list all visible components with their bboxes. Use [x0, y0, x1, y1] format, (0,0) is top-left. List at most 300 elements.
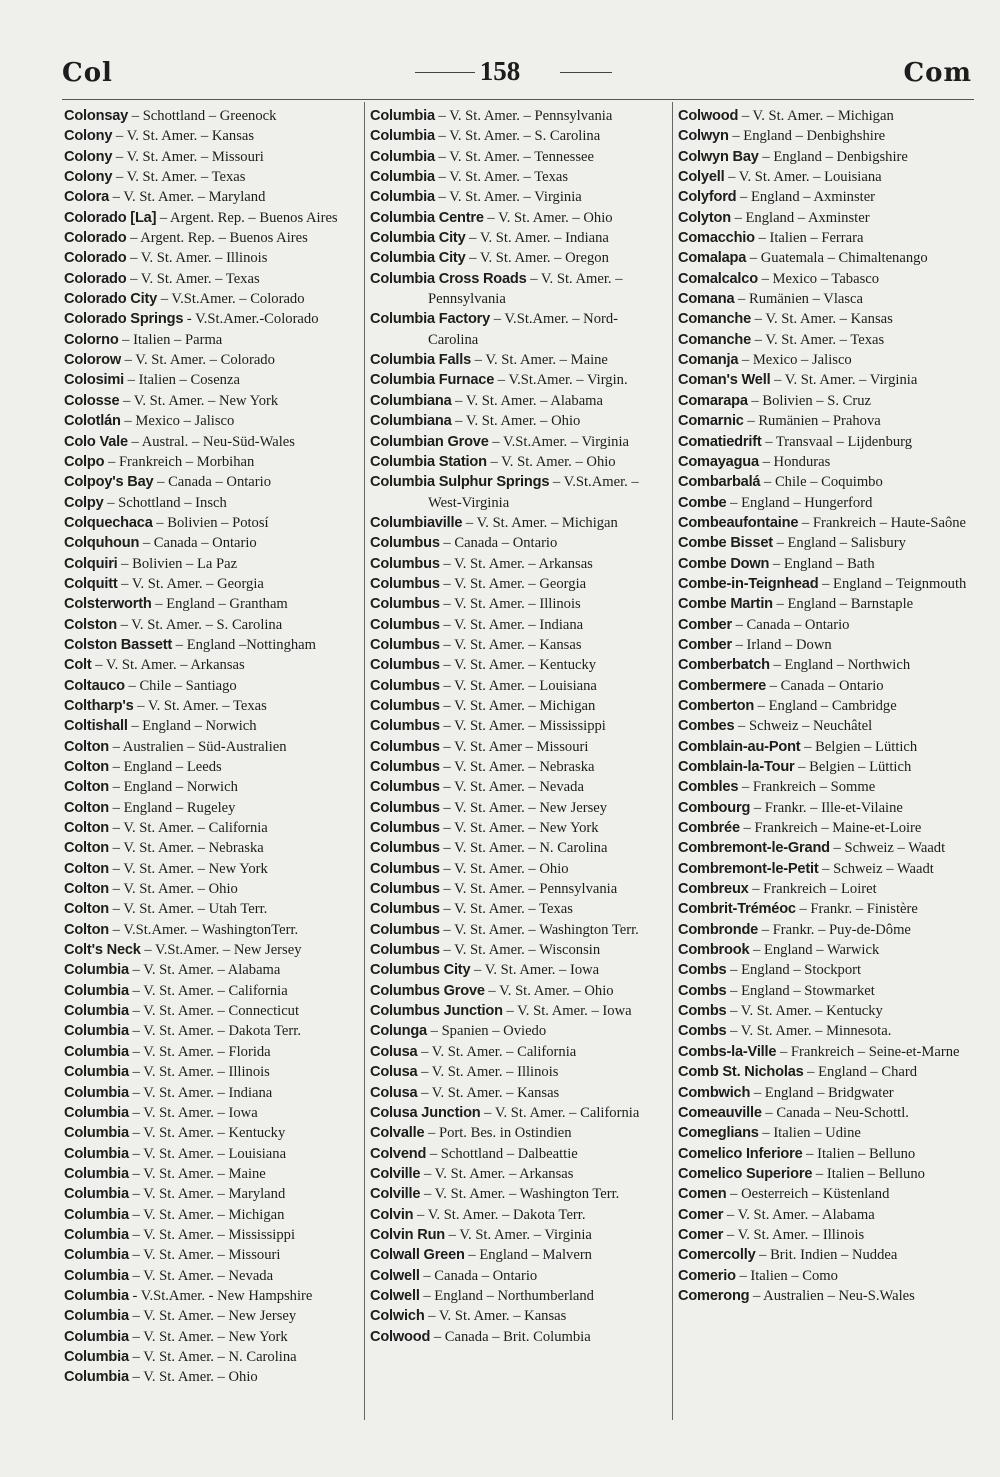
location-detail: – England – Bridgwater: [750, 1084, 894, 1101]
place-name: Comarnic: [678, 413, 744, 430]
place-name: Columbia Sulphur Springs: [370, 474, 550, 491]
gazetteer-entry: [64, 554, 360, 574]
place-name: Columbia: [64, 1348, 129, 1365]
gazetteer-entry: [678, 1164, 976, 1184]
gazetteer-entry: [64, 899, 360, 919]
location-detail: – V. St. Amer. – Colorado: [120, 352, 275, 369]
gazetteer-entry: [64, 167, 360, 187]
gazetteer-entry: [370, 1123, 668, 1143]
place-name: Columbus: [370, 718, 440, 735]
place-name: Columbiana: [370, 413, 452, 430]
location-detail: – V. St. Amer. – N. Carolina: [439, 840, 608, 857]
place-name: Colyford: [678, 189, 737, 206]
gazetteer-entry: [370, 187, 668, 207]
location-detail: – V. St. Amer. – Iowa: [502, 1003, 632, 1020]
location-detail: – England – Salisbury: [772, 535, 906, 552]
place-name: Combwich: [678, 1084, 751, 1101]
gazetteer-entry: [678, 1286, 976, 1306]
location-detail: – Canada – Ontario: [419, 1267, 538, 1284]
gazetteer-entry: [64, 859, 360, 879]
gazetteer-entry: [678, 126, 976, 146]
place-name: Columbus: [370, 555, 440, 572]
location-detail: – V. St. Amer. – Louisiana: [724, 169, 882, 186]
location-detail: – V. St. Amer. – Alabama: [128, 962, 281, 979]
place-name: Columbia: [370, 189, 435, 206]
gazetteer-entry: [678, 655, 976, 675]
location-detail: – Italien – Ferrara: [754, 230, 864, 247]
location-detail: – Italien – Parma: [118, 331, 223, 348]
gazetteer-entry: [370, 981, 668, 1001]
place-name: Comerio: [678, 1267, 736, 1284]
gazetteer-entry: [370, 676, 668, 696]
place-name: Columbus: [370, 616, 440, 633]
gazetteer-entry: [370, 513, 668, 533]
gazetteer-entry: [678, 1266, 976, 1286]
location-detail: – Italien – Belluno: [802, 1145, 916, 1162]
location-detail: – Transvaal – Lijdenburg: [761, 433, 913, 450]
place-name: Columbia Cross Roads: [370, 270, 527, 287]
gazetteer-entry: [370, 370, 668, 390]
place-name: Colorado: [64, 250, 127, 267]
location-detail: – V. St. Amer. – Maine: [128, 1165, 266, 1182]
place-name: Colquitt: [64, 575, 118, 592]
place-name: Columbia Centre: [370, 209, 484, 226]
place-name: Columbia Station: [370, 453, 487, 470]
gazetteer-entry: [64, 493, 360, 513]
location-detail: – V. St. Amer. – Mississippi: [128, 1226, 296, 1243]
gazetteer-entry: [370, 818, 668, 838]
place-name: Colwood: [370, 1328, 431, 1345]
location-detail: – V. St. Amer. – Nebraska: [439, 759, 595, 775]
gazetteer-entry: [64, 1083, 360, 1103]
gazetteer-entry: [678, 1103, 976, 1123]
location-detail: – V.St.Amer. – Virginia: [488, 433, 629, 450]
place-name: Colyell: [678, 169, 725, 186]
place-name: Combermere: [678, 677, 767, 694]
gazetteer-entry: [678, 1225, 976, 1245]
place-name: Columbia: [370, 148, 435, 165]
location-detail: – V. St. Amer. – Kansas: [439, 636, 582, 653]
gazetteer-entry: [370, 960, 668, 980]
gazetteer-entry: [64, 574, 360, 594]
gazetteer-entry: [64, 350, 360, 370]
place-name: Columbus: [370, 840, 440, 857]
gazetteer-entry: [370, 1164, 668, 1184]
location-detail: – Mexico – Jalisco: [120, 413, 235, 430]
location-detail: – V. St. Amer. – Texas: [439, 901, 573, 918]
location-detail: – V. St. Amer. – Minnesota.: [726, 1023, 892, 1040]
gazetteer-entry: [64, 879, 360, 899]
location-detail: – England – Barnstaple: [772, 596, 914, 613]
location-detail: – V. St. Amer. – Arkansas: [420, 1165, 574, 1182]
location-detail: – V. St. Amer. – Ohio: [109, 881, 238, 898]
place-name: Coltauco: [64, 677, 125, 694]
location-detail: – V. St. Amer. – Virginia: [770, 372, 918, 389]
place-name: Columbus: [370, 657, 440, 674]
place-name: Columbia: [64, 962, 129, 979]
gazetteer-entry: [370, 574, 668, 594]
place-name: Colton: [64, 840, 109, 857]
place-name: Columbia: [64, 1226, 129, 1243]
place-name: Columbus: [370, 759, 440, 775]
place-name: Comalcalco: [678, 270, 758, 287]
gazetteer-entry: [64, 1021, 360, 1041]
place-name: Combremont-le-Petit: [678, 860, 819, 877]
location-detail: – England – Denbigshire: [758, 148, 908, 165]
gazetteer-entry: [678, 859, 976, 879]
location-detail: – Australien – Süd-Australien: [109, 738, 287, 755]
location-detail: – Frankreich – Loiret: [748, 881, 877, 898]
location-detail: – England – Northumberland: [419, 1287, 594, 1304]
place-name: Combarbalá: [678, 474, 761, 491]
gazetteer-entry: [370, 167, 668, 187]
gazetteer-entry: [64, 594, 360, 614]
gazetteer-entry: [678, 1245, 976, 1265]
location-detail: – Rumänien – Prahova: [743, 413, 881, 430]
place-name: Colorado City: [64, 291, 158, 308]
place-name: Colony: [64, 169, 113, 186]
place-name: Colvin: [370, 1206, 414, 1223]
location-detail: – Belgien – Lüttich: [794, 759, 912, 775]
location-detail: – England – Grantham: [151, 596, 288, 613]
location-detail: – Irland – Down: [731, 636, 832, 653]
location-detail: – V. St. Amer. – Kentucky: [726, 1003, 883, 1020]
page-header: [0, 0, 1000, 100]
gazetteer-entry: [64, 330, 360, 350]
place-name: Colwell: [370, 1287, 420, 1304]
location-detail: – Argent. Rep. – Buenos Aires: [126, 230, 308, 247]
gazetteer-entry: [370, 269, 668, 310]
gazetteer-entry: [64, 798, 360, 818]
location-detail: – Schweiz – Waadt: [818, 860, 934, 877]
location-detail: – V. St. Amer. – California: [128, 982, 288, 999]
gazetteer-entry: [370, 1266, 668, 1286]
location-detail: – Frankreich – Morbihan: [104, 453, 255, 470]
place-name: Combreux: [678, 881, 749, 898]
place-name: Colorado: [64, 270, 127, 287]
gazetteer-entry: [64, 1286, 360, 1306]
location-detail: – Frankr. – Ille-et-Vilaine: [750, 799, 903, 816]
location-detail: – Austral. – Neu-Süd-Wales: [127, 433, 295, 450]
gazetteer-entry: [678, 1021, 976, 1041]
location-detail: – V. St. Amer. – New Jersey: [439, 799, 608, 816]
gazetteer-entry: [370, 106, 668, 126]
gazetteer-entry: [64, 228, 360, 248]
gazetteer-entry: [370, 248, 668, 268]
location-detail: – V. St. Amer. – Ohio: [439, 860, 569, 877]
gazetteer-entry: [370, 1286, 668, 1306]
gazetteer-entry: [678, 472, 976, 492]
place-name: Colotlán: [64, 413, 121, 430]
gazetteer-entry: [64, 106, 360, 126]
gazetteer-entry: [64, 370, 360, 390]
gazetteer-entry: [64, 187, 360, 207]
gazetteer-entry: [64, 940, 360, 960]
location-detail: – Canada – Ontario: [153, 474, 271, 491]
location-detail: – V. St. Amer. – Alabama: [723, 1206, 875, 1223]
location-detail: – Chile – Coquimbo: [760, 474, 883, 491]
gazetteer-entry: [678, 1184, 976, 1204]
location-detail: – V. St. Amer. – Arkansas: [91, 657, 245, 674]
gazetteer-entry: [64, 472, 360, 492]
gazetteer-entry: [64, 1144, 360, 1164]
gazetteer-entry: [370, 635, 668, 655]
location-detail: – V. St. Amer. – Washington Terr.: [439, 921, 639, 938]
location-detail: – V. St. Amer. – New York: [119, 392, 279, 409]
place-name: Columbia: [370, 128, 435, 145]
place-name: Colville: [370, 1186, 421, 1203]
gazetteer-entry: [64, 1164, 360, 1184]
location-detail: – V. St. Amer. – Kansas: [751, 311, 893, 328]
location-detail: – V. St. Amer. – Kentucky: [439, 657, 597, 674]
place-name: Colquechaca: [64, 514, 153, 531]
place-name: Comercolly: [678, 1247, 756, 1264]
location-detail: – V. St. Amer. – Kansas: [424, 1308, 567, 1325]
gazetteer-entry: [370, 554, 668, 574]
place-name: Colquiri: [64, 555, 118, 572]
gazetteer-entry: [64, 533, 360, 553]
location-detail: – V. St. Amer. – Georgia: [117, 575, 264, 592]
location-detail: – England – Warwick: [749, 942, 880, 959]
location-detail: – V. St. Amer. – Illinois: [417, 1064, 559, 1081]
place-name: Columbia: [64, 1308, 129, 1325]
location-detail: – Schweiz – Neuchâtel: [734, 718, 873, 735]
location-detail: – Italien – Cosenza: [124, 372, 240, 389]
location-detail: – Frankr. – Puy-de-Dôme: [758, 921, 911, 938]
location-detail: – V. St. Amer. – N. Carolina: [128, 1348, 297, 1365]
location-detail: – V. St. Amer. – Illinois: [128, 1064, 270, 1081]
location-detail: – Spanien – Oviedo: [426, 1023, 547, 1040]
place-name: Colwich: [370, 1308, 425, 1325]
gazetteer-entry: [678, 228, 976, 248]
location-detail: – V.St.Amer. – Nord-Carolina: [428, 311, 619, 348]
location-detail: – V. St. Amer. – Ohio: [128, 1369, 258, 1386]
location-detail: – V.St.Amer. – New Jersey: [140, 942, 302, 959]
place-name: Columbus: [370, 881, 440, 898]
location-detail: – V. St. Amer. – Illinois: [439, 596, 581, 613]
place-name: Colpy: [64, 494, 104, 511]
location-detail: – Frankreich – Haute-Saône: [798, 514, 967, 531]
gazetteer-entry: [678, 106, 976, 126]
location-detail: – Mexico – Jalisco: [738, 352, 852, 369]
place-name: Colpo: [64, 453, 105, 470]
gazetteer-entry: [678, 981, 976, 1001]
location-detail: – V. St. Amer. – Maryland: [128, 1186, 286, 1203]
place-name: Colyton: [678, 209, 731, 226]
location-detail: – Rumänien – Vlasca: [734, 291, 864, 308]
gazetteer-entry: [64, 757, 360, 777]
location-detail: – V. St. Amer. – Pennsylvania: [439, 881, 618, 898]
place-name: Coltharp's: [64, 697, 134, 714]
place-name: Columbus: [370, 535, 440, 552]
gazetteer-entry: [370, 452, 668, 472]
place-name: Combs: [678, 1023, 727, 1040]
location-detail: – V. St. Amer. – Connecticut: [128, 1003, 300, 1020]
location-detail: – V. St. Amer. – Pennsylvania: [428, 270, 623, 308]
gazetteer-entry: [678, 513, 976, 533]
gazetteer-entry: [678, 696, 976, 716]
gazetteer-entry: [678, 1205, 976, 1225]
place-name: Colt: [64, 657, 92, 674]
gazetteer-entry: [64, 1367, 360, 1387]
place-name: Colton: [64, 860, 109, 877]
gazetteer-entry: [370, 615, 668, 635]
gazetteer-entry: [64, 513, 360, 533]
location-detail: – Schottland – Dalbeattie: [426, 1145, 578, 1162]
location-detail: – Bolivien – Potosí: [152, 514, 269, 531]
gazetteer-entry: [64, 716, 360, 736]
gazetteer-entry: [64, 696, 360, 716]
gazetteer-entry: [64, 1245, 360, 1265]
place-name: Colton: [64, 799, 109, 816]
gazetteer-entry: [64, 838, 360, 858]
location-detail: – Chile – Santiago: [124, 677, 237, 694]
place-name: Combs: [678, 962, 727, 979]
place-name: Colonsay: [64, 108, 129, 124]
location-detail: – V. St. Amer. – Washington Terr.: [420, 1186, 620, 1203]
gazetteer-entry: [64, 818, 360, 838]
location-detail: – Australien – Neu-S.Wales: [749, 1287, 915, 1304]
gazetteer-entry: [678, 635, 976, 655]
place-name: Combeaufontaine: [678, 514, 799, 531]
place-name: Colusa: [370, 1064, 418, 1081]
gazetteer-entry: [370, 1306, 668, 1326]
gazetteer-entry: [370, 696, 668, 716]
place-name: Columbia: [64, 1369, 129, 1386]
place-name: Comeauville: [678, 1104, 762, 1121]
gazetteer-entry: [370, 411, 668, 431]
gazetteer-entry: [370, 899, 668, 919]
location-detail: – V. St. Amer. – Nevada: [439, 779, 584, 796]
location-detail: – V.St.Amer. – Colorado: [157, 291, 305, 308]
gazetteer-entry: [678, 452, 976, 472]
place-name: Columbus: [370, 921, 440, 938]
place-name: Columbus: [370, 677, 440, 694]
place-name: Columbia City: [370, 230, 466, 247]
gazetteer-entry: [370, 757, 668, 777]
location-detail: – V. St. Amer. – California: [109, 820, 268, 837]
location-detail: – V. St. Amer. – Illinois: [723, 1226, 865, 1243]
gazetteer-entry: [370, 126, 668, 146]
location-detail: - V.St.Amer.-Colorado: [183, 311, 319, 328]
place-name: Comanche: [678, 331, 752, 348]
location-detail: – V. St. Amer. – Ohio: [486, 453, 616, 470]
place-name: Comberbatch: [678, 657, 770, 674]
gazetteer-entry: [370, 1001, 668, 1021]
location-detail: – V. St. Amer. – Virginia: [445, 1226, 592, 1243]
place-name: Columbus: [370, 860, 440, 877]
place-name: Columbia Falls: [370, 352, 471, 369]
place-name: Columbian Grove: [370, 433, 489, 450]
place-name: Combe-in-Teignhead: [678, 575, 819, 592]
location-detail: – V. St. Amer. – Texas: [133, 697, 267, 714]
gazetteer-entry: [678, 798, 976, 818]
place-name: Columbus: [370, 942, 440, 959]
place-name: Columbia: [64, 1104, 129, 1121]
gazetteer-entry: [64, 655, 360, 675]
place-name: Colony: [64, 128, 113, 145]
place-name: Combourg: [678, 799, 751, 816]
location-detail: – Canada – Ontario: [439, 535, 558, 552]
place-name: Comeglians: [678, 1125, 759, 1142]
header-rule: [62, 99, 974, 100]
column-divider: [364, 102, 365, 1420]
place-name: Combrée: [678, 820, 740, 837]
location-detail: – England – Hungerford: [726, 494, 873, 511]
location-detail: – Belgien – Lüttich: [800, 738, 918, 755]
place-name: Colvin Run: [370, 1226, 446, 1243]
location-detail: – V. St. Amer. – Utah Terr.: [109, 901, 268, 918]
place-name: Colston: [64, 616, 117, 633]
location-detail: – Frankr. – Finistère: [795, 901, 918, 918]
location-detail: – V. St. Amer. – Indiana: [128, 1084, 273, 1101]
gazetteer-entry: [370, 798, 668, 818]
header-dash-right: [560, 72, 612, 73]
location-detail: – V. St. Amer. – Nevada: [128, 1267, 274, 1284]
location-detail: – V. St. Amer. – Georgia: [439, 575, 587, 592]
location-detail: – Schottland – Insch: [103, 494, 227, 511]
location-detail: – V. St. Amer. – Ohio: [451, 413, 581, 430]
gazetteer-entry: [64, 615, 360, 635]
place-name: Columbus: [370, 779, 440, 796]
running-head-right: Com: [903, 58, 972, 88]
place-name: Colorno: [64, 331, 119, 348]
location-detail: – England – Leeds: [109, 759, 222, 775]
location-detail: – V. St. Amer. – Missouri: [128, 1247, 281, 1264]
place-name: Colorado Springs: [64, 311, 184, 328]
place-name: Comacchio: [678, 230, 755, 247]
running-head-left: Col: [62, 58, 113, 88]
gazetteer-entry: [678, 350, 976, 370]
place-name: Columbia: [64, 1328, 129, 1345]
place-name: Colwyn Bay: [678, 148, 759, 165]
location-detail: – V. St. Amer. – Texas: [126, 270, 260, 287]
location-detail: – England – Rugeley: [109, 799, 236, 816]
location-detail: – England – Denbighshire: [728, 128, 886, 145]
gazetteer-entry: [370, 391, 668, 411]
location-detail: – V. St. Amer. – Ohio: [484, 982, 614, 999]
location-detail: – Argent. Rep. – Buenos Aires: [156, 209, 338, 226]
place-name: Colquhoun: [64, 535, 140, 552]
place-name: Colora: [64, 189, 110, 206]
gazetteer-entry: [64, 289, 360, 309]
gazetteer-entry: [678, 432, 976, 452]
place-name: Colwood: [678, 108, 739, 124]
place-name: Columbiaville: [370, 514, 463, 531]
place-name: Colton: [64, 921, 109, 938]
place-name: Combles: [678, 779, 739, 796]
place-name: Colunga: [370, 1023, 427, 1040]
place-name: Colorow: [64, 352, 121, 369]
place-name: Columbiana: [370, 392, 452, 409]
gazetteer-entry: [678, 1062, 976, 1082]
location-detail: – Honduras: [758, 453, 831, 470]
place-name: Comen: [678, 1186, 727, 1203]
place-name: Comayagua: [678, 453, 759, 470]
place-name: Combes: [678, 718, 735, 735]
place-name: Comarapa: [678, 392, 748, 409]
place-name: Columbus: [370, 697, 440, 714]
place-name: Columbia: [64, 1206, 129, 1223]
place-name: Combe: [678, 494, 727, 511]
place-name: Columbus: [370, 738, 440, 755]
location-detail: – V. St. Amer – Missouri: [439, 738, 589, 755]
place-name: Colton: [64, 820, 109, 837]
gazetteer-entry: [370, 350, 668, 370]
location-detail: – England – Cambridge: [754, 697, 897, 714]
location-detail: – Frankreich – Somme: [738, 779, 876, 796]
location-detail: – V. St. Amer. – Oregon: [465, 250, 609, 267]
